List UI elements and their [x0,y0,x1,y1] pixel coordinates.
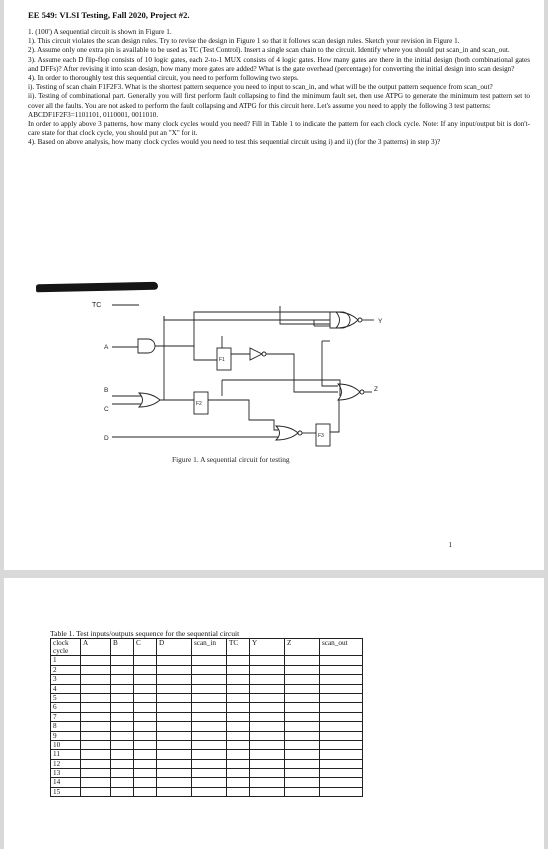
table-cell [134,656,157,665]
table-cell [157,740,192,749]
table-cell [250,778,285,787]
table-cell [81,750,111,759]
table-cell [157,787,192,796]
table-header-row [51,639,363,656]
table-cell [227,703,250,712]
table-cell [285,759,320,768]
table-row [51,703,363,712]
table-cell [81,703,111,712]
paragraph: 2). Assume only one extra pin is available to be used as TC (Test Control). Insert a single scan chain to the circuit. Identify where you should put scan_in and scan_out. [28,46,510,55]
clock-cycle-cell: 7 [51,712,81,721]
table-cell [320,759,363,768]
table-cell [111,740,134,749]
clock-cycle-cell: 10 [51,740,81,749]
table-cell [157,722,192,731]
paragraph: In order to apply above 3 patterns, how many clock cycles would you need? Fill in Table 1 to indicate the pattern for each clock cycle. Note: If any input/output bit is don't-care state for that clock cycle, you should put an "X" for it. [28,120,530,138]
table-cell [192,731,227,740]
input-label-d: D [104,435,109,442]
table-cell [285,731,320,740]
table-cell [285,740,320,749]
table-cell [320,740,363,749]
table-row [51,769,363,778]
table-cell [81,656,111,665]
clock-cycle-cell: 11 [51,750,81,759]
paragraph: 4). In order to thoroughly test this sequential circuit, you need to perform following two steps. [28,74,299,83]
table-cell [134,712,157,721]
table-cell [250,750,285,759]
table-cell [250,684,285,693]
table-cell [285,675,320,684]
table-row [51,722,363,731]
table-cell [157,675,192,684]
clock-cycle-cell: 1 [51,656,81,665]
table-cell [111,675,134,684]
table-cell [250,703,285,712]
table-cell [250,769,285,778]
or-gate [139,393,160,407]
table-cell [285,693,320,702]
clock-cycle-cell: 12 [51,759,81,768]
table-cell [81,787,111,796]
table-cell [250,731,285,740]
table-cell [250,759,285,768]
table-cell [134,740,157,749]
table-cell [134,675,157,684]
table-cell [192,684,227,693]
table-cell [227,665,250,674]
table-cell [111,769,134,778]
table-header-cell: scan_in [192,639,227,656]
page-number: 1 [448,541,452,549]
table-cell [134,684,157,693]
table-header-cell: B [111,639,134,656]
flipflop-label-f3: F3 [318,433,324,439]
clock-cycle-cell: 5 [51,693,81,702]
table-cell [285,656,320,665]
table-cell [320,778,363,787]
input-label-tc: TC [92,302,102,309]
table-cell [285,665,320,674]
table-cell [81,740,111,749]
table-cell [111,778,134,787]
table-cell [227,684,250,693]
document-page-1 [4,0,544,570]
table-cell [157,731,192,740]
or-gate [336,312,358,328]
table-cell [111,665,134,674]
table-cell [192,722,227,731]
table-cell [157,769,192,778]
clock-cycle-cell: 3 [51,675,81,684]
table-cell [157,693,192,702]
table-header-cell: C [134,639,157,656]
table-cell [111,750,134,759]
table-cell [157,712,192,721]
table-cell [285,769,320,778]
table-cell [250,787,285,796]
table-cell [157,665,192,674]
table-cell [227,787,250,796]
table-cell [192,712,227,721]
table-header-cell: Y [250,639,285,656]
table-header-cell: Z [285,639,320,656]
document-title: EE 549: VLSI Testing, Fall 2020, Project #2. [28,10,190,20]
table-cell [134,693,157,702]
table-cell [285,750,320,759]
table-cell [111,759,134,768]
table-cell [285,703,320,712]
input-label-a: A [104,344,109,351]
table-row [51,787,363,796]
table-cell [320,769,363,778]
table-cell [134,778,157,787]
table-row [51,712,363,721]
table-cell [320,703,363,712]
table-row [51,665,363,674]
inverter-gate [250,348,262,360]
table-cell [192,769,227,778]
table-cell [250,656,285,665]
table-row [51,731,363,740]
table-cell [81,731,111,740]
table-cell [192,703,227,712]
table-cell [227,712,250,721]
table-cell [134,703,157,712]
table-cell [111,787,134,796]
table-header-cell: scan_out [320,639,363,656]
table-cell [320,787,363,796]
paragraph: 1. (100') A sequential circuit is shown in Figure 1. [28,28,172,36]
table-cell [320,750,363,759]
table-cell [250,665,285,674]
table-cell [111,684,134,693]
io-sequence-table [50,638,363,797]
nor-gate [276,426,298,440]
clock-cycle-cell: 6 [51,703,81,712]
table-cell [81,769,111,778]
table-row [51,778,363,787]
and-gate [330,312,350,328]
table-cell [81,693,111,702]
table-cell [192,656,227,665]
table-header-cell: clock cycle [51,639,81,656]
table-cell [81,665,111,674]
paragraph: 4). Based on above analysis, how many clock cycles would you need to test this sequential circuit using i) and ii) (for the 3 patterns) in step 3)? [28,138,441,147]
table-cell [192,778,227,787]
table-cell [320,665,363,674]
table-cell [134,759,157,768]
paragraph: 3). Assume each D flip-flop consists of 10 logic gates, each 2-to-1 MUX consists of 4 logic gates. How many gates are there in the initial design (both combinational gates and DFFs)? After revising it into scan design, how many more gates are added? What is the gate overhead (percentage) for converting the initial design into scan design? [28,55,530,73]
table-cell [250,712,285,721]
table-cell [81,712,111,721]
table-cell [134,722,157,731]
clock-cycle-cell: 9 [51,731,81,740]
document-page-2 [4,578,544,849]
table-cell [157,684,192,693]
table-cell [250,722,285,731]
table-cell [227,740,250,749]
table-row [51,759,363,768]
table-cell [227,656,250,665]
table-cell [134,787,157,796]
table-cell [285,722,320,731]
table-body [51,639,363,797]
table-cell [192,675,227,684]
table-cell [285,712,320,721]
table-cell [227,675,250,684]
table-header-cell: TC [227,639,250,656]
table-cell [192,750,227,759]
input-label-b: B [104,387,109,394]
table-cell [81,675,111,684]
table-row [51,693,363,702]
table-cell [157,778,192,787]
circuit-figure [84,296,384,468]
table-cell [227,693,250,702]
table-cell [111,703,134,712]
table-row [51,675,363,684]
paragraph: i). Testing of scan chain F1F2F3. What is the shortest pattern sequence you need to input to scan_in, and what will be the output pattern sequence from scan_out? [28,83,493,92]
table-cell [134,665,157,674]
table-cell [111,712,134,721]
table-cell [320,684,363,693]
table-cell [134,750,157,759]
clock-cycle-cell: 8 [51,722,81,731]
paragraph: 1). This circuit violates the scan design rules. Try to revise the design in Figure 1 so that it follows scan design rules. Sketch your revision in Figure 1. [28,37,460,46]
table-cell [320,693,363,702]
output-label-y: Y [378,318,383,325]
output-label-z: Z [374,386,378,393]
table-cell [81,759,111,768]
table-cell [250,740,285,749]
table-cell [227,778,250,787]
table-cell [111,656,134,665]
or-gate [338,384,360,400]
table-cell [320,675,363,684]
table-cell [134,731,157,740]
table-cell [320,731,363,740]
clock-cycle-cell: 4 [51,684,81,693]
table-cell [134,769,157,778]
table-cell [192,787,227,796]
table-cell [227,722,250,731]
table-cell [227,731,250,740]
paragraph: ABCDF1F2F3=1101101, 0110001, 0011010. [28,110,159,119]
table-cell [227,750,250,759]
table-cell [320,722,363,731]
table-cell [111,722,134,731]
table-cell [157,750,192,759]
flipflop-label-f2: F2 [196,401,202,407]
table-cell [192,665,227,674]
table-cell [81,722,111,731]
table-row [51,684,363,693]
clock-cycle-cell: 13 [51,769,81,778]
table-title: Table 1. Test inputs/outputs sequence for the sequential circuit [50,629,240,638]
table-cell [320,656,363,665]
table-cell [192,693,227,702]
table-row [51,656,363,665]
figure-caption: Figure 1. A sequential circuit for testing [172,455,290,464]
table-row [51,740,363,749]
table-cell [285,787,320,796]
clock-cycle-cell: 2 [51,665,81,674]
table-cell [250,675,285,684]
table-cell [227,769,250,778]
table-cell [157,759,192,768]
table-cell [111,693,134,702]
table-cell [250,693,285,702]
table-header-cell: D [157,639,192,656]
table-cell [227,759,250,768]
table-cell [285,778,320,787]
table-cell [192,759,227,768]
and-gate [138,339,155,353]
table-cell [285,684,320,693]
paragraph: ii). Testing of combinational part. Generally you will first perform fault collapsing to find the minimum fault set, then use ATPG to generate the minimum test pattern set to cover all the faults. You are not asked to perform the fault collapsing and ATPG for this circuit here. Let's assume you need to apply the following 3 test patterns: [28,92,530,110]
table-cell [192,740,227,749]
table-header-cell: A [81,639,111,656]
table-row [51,750,363,759]
redaction-scribble [36,282,158,293]
table-cell [81,684,111,693]
table-cell [320,712,363,721]
flipflop-label-f1: F1 [219,357,225,363]
input-label-c: C [104,406,109,413]
clock-cycle-cell: 15 [51,787,81,796]
table-cell [157,703,192,712]
table-cell [111,731,134,740]
table-cell [81,778,111,787]
table-cell [157,656,192,665]
clock-cycle-cell: 14 [51,778,81,787]
